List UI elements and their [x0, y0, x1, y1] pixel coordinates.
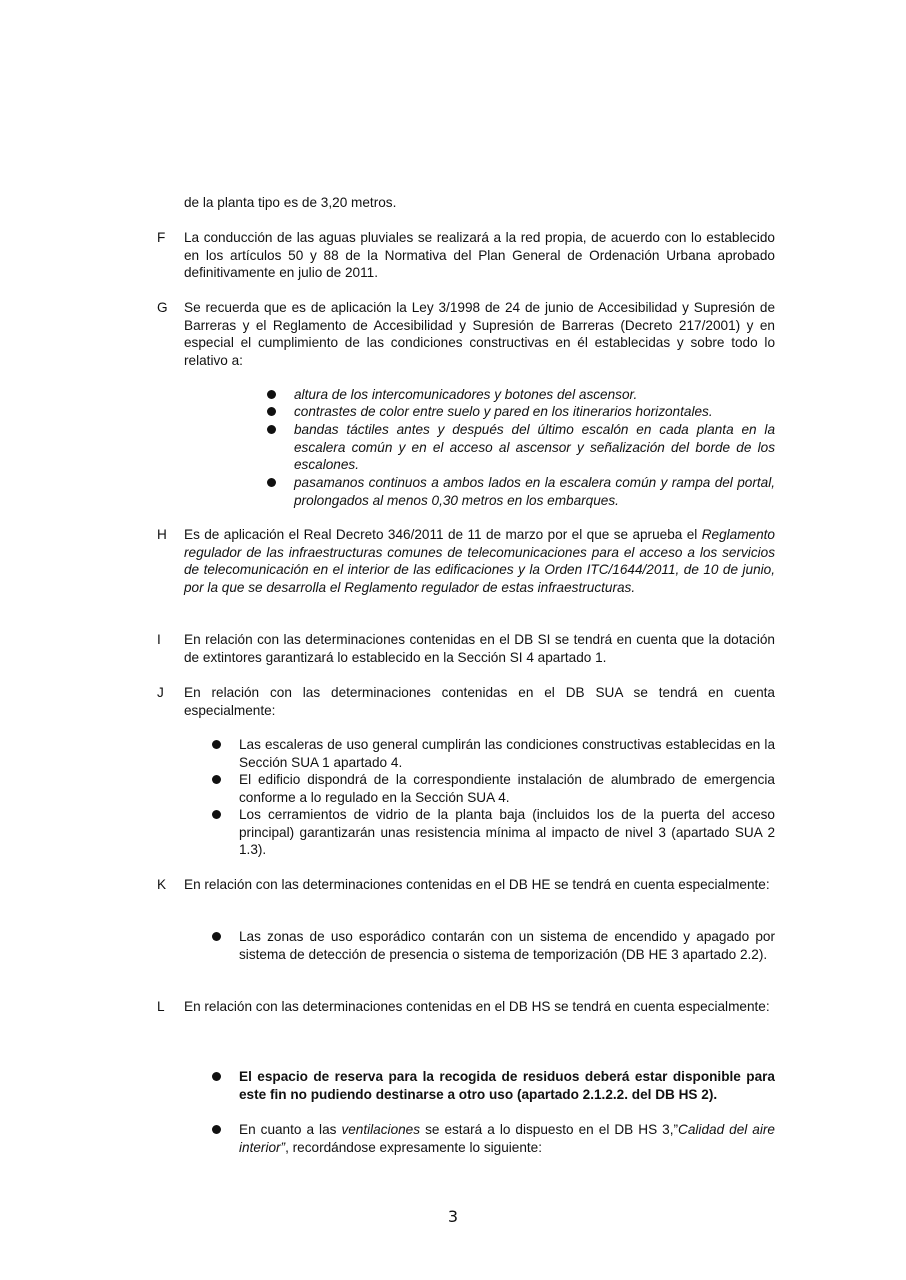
section-l-bullet-2-part3: se estará a lo dispuesto en el DB HS 3,” [420, 1122, 679, 1137]
section-letter-l: L [157, 999, 165, 1014]
section-g-text: Se recuerda que es de aplicación la Ley 3/1998 de 24 de junio de Accesibilidad y Supresión de Barreras y el Reglamento de Accesibilidad y Supresión de Barreras (Decreto 217/2001) y en especial el cumplimiento de las condiciones constructivas en él establecidas y sobre todo lo relativo a: [184, 300, 775, 368]
bullet-icon [212, 810, 221, 819]
section-letter-k: K [157, 877, 167, 892]
section-j-text: En relación con las determinaciones contenidas en el DB SUA se tendrá en cuenta especialmente: [184, 685, 775, 718]
bullet-icon [212, 740, 221, 749]
bullet-icon [212, 1125, 221, 1134]
section-l-text: En relación con las determinaciones contenidas en el DB HS se tendrá en cuenta especialmente: [184, 999, 770, 1014]
section-k-text: En relación con las determinaciones contenidas en el DB HE se tendrá en cuenta especialmente: [184, 877, 770, 892]
section-letter-h: H [157, 527, 167, 542]
section-h-text [184, 526, 775, 596]
intro-line: de la planta tipo es de 3,20 metros. [184, 195, 397, 210]
section-j-bullet-2: El edificio dispondrá de la correspondiente instalación de alumbrado de emergencia conforme a lo regulado en la Sección SUA 4. [239, 772, 775, 805]
section-g-bullet-2: contrastes de color entre suelo y pared en los itinerarios horizontales. [294, 404, 713, 419]
section-l-bullet-2-part2: ventilaciones [341, 1122, 421, 1137]
section-g-bullet-3: bandas táctiles antes y después del último escalón en cada planta en la escalera común y en el acceso al ascensor y señalización del borde de los escalones. [294, 422, 775, 473]
section-i-text: En relación con las determinaciones contenidas en el DB SI se tendrá en cuenta que la dotación de extintores garantizará lo establecido en la Sección SI 4 apartado 1. [184, 632, 775, 665]
bullet-icon [212, 932, 221, 941]
bullet-icon [212, 775, 221, 784]
section-letter-g: G [157, 300, 168, 315]
section-j-bullet-3: Los cerramientos de vidrio de la planta baja (incluidos los de la puerta del acceso principal) garantizarán unas resistencia mínima al impacto de nivel 3 (apartado SUA 2 1.3). [239, 807, 775, 858]
page-number: 3 [447, 1207, 459, 1226]
section-letter-j: J [157, 685, 164, 700]
section-j-bullet-1: Las escaleras de uso general cumplirán las condiciones constructivas establecidas en la Sección SUA 1 apartado 4. [239, 737, 775, 770]
section-letter-f: F [157, 230, 166, 245]
section-f-text: La conducción de las aguas pluviales se realizará a la red propia, de acuerdo con lo establecido en los artículos 50 y 88 de la Normativa del Plan General de Ordenación Urbana aprobado definitivamente en julio de 2011. [184, 230, 775, 281]
section-g-bullet-1: altura de los intercomunicadores y botones del ascensor. [294, 387, 638, 402]
section-l-bullet-2-part4: Calidad del aire interior” [239, 1122, 775, 1155]
section-letter-i: I [157, 632, 161, 647]
section-k-bullet-1: Las zonas de uso esporádico contarán con un sistema de encendido y apagado por sistema de detección de presencia o sistema de temporización (DB HE 3 apartado 2.2). [239, 929, 775, 962]
bullet-icon [267, 425, 276, 434]
bullet-icon [267, 407, 276, 416]
section-h-italic: Reglamento regulador de las infraestructuras comunes de telecomunicaciones para el acceso a los servicios de telecomunicación en el interior de las edificaciones y la Orden ITC/1644/2011, de 10 de junio, por la que se desarrolla el Reglamento regulador de estas infraestructuras. [184, 527, 775, 595]
section-g-bullet-4: pasamanos continuos a ambos lados en la escalera común y rampa del portal, prolongados al menos 0,30 metros en los embarques. [294, 475, 775, 508]
section-l-bullet-2 [239, 1121, 775, 1156]
bullet-icon [212, 1072, 221, 1081]
section-h-plain: Es de aplicación el Real Decreto 346/2011 de 11 de marzo por el que se aprueba el [184, 527, 698, 542]
bullet-icon [267, 390, 276, 399]
section-l-bullet-2-part5: , recordándose expresamente lo siguiente: [285, 1139, 543, 1155]
bullet-icon [267, 478, 276, 487]
section-l-bullet-2-part1: En cuanto a las [239, 1122, 342, 1137]
section-l-bullet-1: El espacio de reserva para la recogida de residuos deberá estar disponible para este fin no pudiendo destinarse a otro uso (apartado 2.1.2.2. del DB HS 2). [239, 1069, 775, 1102]
